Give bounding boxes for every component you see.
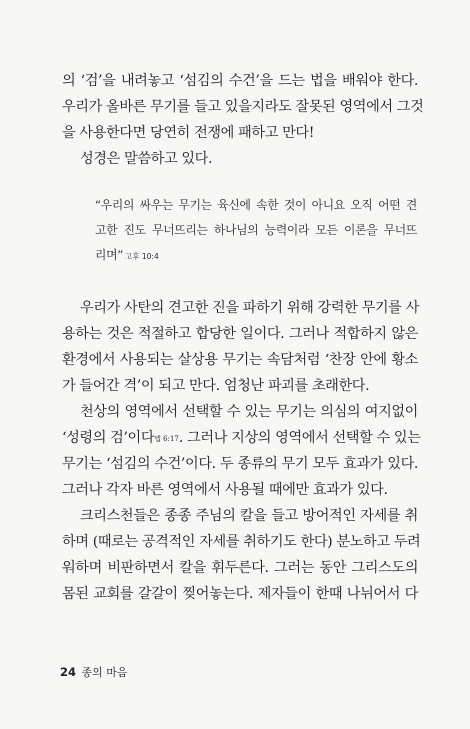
- body-line: 워하며 비판하면서 칼을 휘두른다. 그러는 동안 그리스도의: [62, 560, 418, 576]
- book-title: 종의 마음: [81, 666, 128, 679]
- body-text: ‘성령의 검’이다: [62, 430, 155, 446]
- body-line: 무기는 ‘섬김의 수건’이다. 두 종류의 무기 모두 효과가 있다.: [62, 456, 418, 472]
- body-line: 하며 (때로는 공격적인 자세를 취하기도 한다) 분노하고 두려: [62, 534, 421, 550]
- scripture-quote-line: [95, 247, 417, 265]
- page-footer: [60, 664, 128, 680]
- body-line: 용하는 것은 적절하고 합당한 일이다. 그러나 적합하지 않은: [62, 326, 418, 342]
- scripture-reference: 엡 6:17: [154, 435, 179, 443]
- body-line: 우리가 사탄의 견고한 진을 파하기 위해 강력한 무기를 사: [80, 300, 419, 316]
- body-line: 을 사용한다면 당연히 전쟁에 패하고 만다!: [62, 125, 315, 141]
- body-line: 환경에서 사용되는 살상용 무기는 속담처럼 ‘찬장 안에 황소: [62, 352, 418, 368]
- quote-text: 리며”: [95, 248, 124, 262]
- body-line: 몸된 교회를 갈갈이 찢어놓는다. 제자들이 한때 나뉘어서 다: [62, 586, 418, 602]
- body-line: 크리스천들은 종종 주님의 칼을 들고 방어적인 자세를 취: [80, 508, 418, 524]
- body-line: 의 ‘검’을 내려놓고 ‘섬김의 수건’을 드는 법을 배워야 한다.: [62, 73, 418, 89]
- body-line: [62, 429, 421, 448]
- body-line: 성경은 말씀하고 있다.: [80, 151, 213, 167]
- body-line: 가 들어간 격’이 되고 만다. 엄청난 파괴를 초래한다.: [62, 378, 370, 394]
- scripture-reference: 고후 10:4: [125, 252, 159, 261]
- page-number: 24: [60, 665, 77, 679]
- scripture-quote-line: “우리의 싸우는 무기는 육신에 속한 것이 아니요 오직 어떤 견: [95, 198, 417, 212]
- body-text: . 그러나 지상의 영역에서 선택할 수 있는: [178, 430, 421, 446]
- body-line: 천상의 영역에서 선택할 수 있는 무기는 의심의 여지없이: [80, 404, 418, 420]
- scripture-quote-line: 고한 진도 무너뜨리는 하나님의 능력이라 모든 이론을 무너뜨: [95, 223, 417, 237]
- body-line: 그러나 각자 바른 영역에서 사용될 때에만 효과가 있다.: [62, 482, 388, 498]
- body-line: 우리가 올바른 무기를 들고 있을지라도 잘못된 영역에서 그것: [62, 99, 424, 115]
